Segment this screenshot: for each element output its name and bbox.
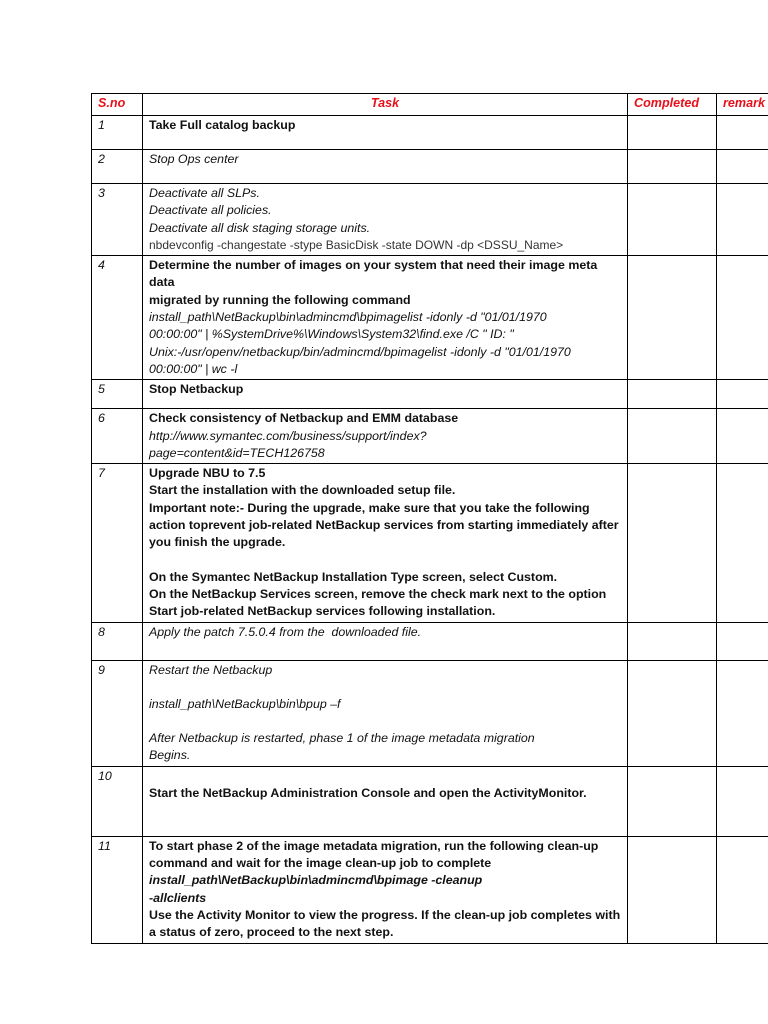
completed-cell: [628, 660, 717, 766]
task-line: Begins.: [149, 748, 191, 763]
task-line: Upgrade NBU to 7.5: [149, 466, 266, 481]
remark-cell: [717, 409, 768, 464]
task-cell: [143, 409, 628, 464]
task-line: On the NetBackup Services screen, remove the check mark next to the option: [149, 586, 607, 601]
task-line: Deactivate all policies.: [149, 203, 272, 218]
task-line: migrated by running the following command: [149, 292, 411, 307]
task-line: Check consistency of Netbackup and EMM database: [149, 411, 459, 426]
remark-cell: [717, 150, 768, 184]
task-line: command and wait for the image clean-up job to complete: [149, 856, 492, 871]
table-row: [92, 380, 768, 409]
task-line: a status of zero, proceed to the next step.: [149, 925, 394, 940]
task-command: nbdevconfig -changestate -stype BasicDisk -state DOWN -dp <DSSU_Name>: [149, 237, 564, 252]
row-number: 6: [92, 409, 143, 464]
task-cell: [143, 256, 628, 380]
row-number: 3: [92, 184, 143, 256]
header-sno: S.no: [92, 94, 143, 116]
task-cell: [143, 150, 628, 184]
header-task: Task: [143, 94, 628, 116]
table-row: [92, 660, 768, 766]
remark-cell: [717, 256, 768, 380]
table-row: [92, 150, 768, 184]
spacer: [149, 768, 621, 785]
row-number: 10: [92, 766, 143, 836]
task-cell: [143, 766, 628, 836]
remark-cell: [717, 380, 768, 409]
remark-cell: [717, 464, 768, 622]
task-line: Deactivate all SLPs.: [149, 186, 260, 200]
task-cell: [143, 380, 628, 409]
spacer: [149, 713, 621, 730]
table-row: [92, 116, 768, 150]
task-line: After Netbackup is restarted, phase 1 of the image metadata migration: [149, 731, 535, 746]
task-cell: [143, 116, 628, 150]
table-row: [92, 184, 768, 256]
row-number: 8: [92, 622, 143, 660]
task-command: install_path\NetBackup\bin\admincmd\bpimagelist -idonly -d "01/01/1970: [149, 310, 547, 325]
task-line: Start the NetBackup Administration Console and open the ActivityMonitor.: [149, 785, 587, 800]
row-number: 11: [92, 836, 143, 943]
task-line: Determine the number of images on your system that need their image meta data: [149, 258, 601, 290]
row-number: 9: [92, 660, 143, 766]
table-row: [92, 409, 768, 464]
task-line: action toprevent job-related NetBackup services from starting immediately after: [149, 518, 619, 533]
row-number: 7: [92, 464, 143, 622]
task-link[interactable]: http://www.symantec.com/business/support/index?: [149, 428, 427, 443]
task-command: 00:00:00" | wc -l: [149, 361, 238, 376]
task-line: Restart the Netbackup: [149, 662, 273, 677]
task-line: Take Full catalog backup: [149, 118, 296, 132]
table-row: [92, 256, 768, 380]
task-line: Stop Ops center: [149, 152, 239, 166]
task-line: Start the installation with the downloaded setup file.: [149, 483, 456, 498]
spacer: [149, 552, 621, 569]
completed-cell: [628, 116, 717, 150]
completed-cell: [628, 150, 717, 184]
completed-cell: [628, 184, 717, 256]
completed-cell: [628, 766, 717, 836]
task-command: Unix:-/usr/openv/netbackup/bin/admincmd/bpimagelist -idonly -d "01/01/1970: [149, 344, 571, 359]
completed-cell: [628, 380, 717, 409]
task-line: Use the Activity Monitor to view the progress. If the clean-up job completes with: [149, 907, 621, 922]
completed-cell: [628, 464, 717, 622]
completed-cell: [628, 256, 717, 380]
table-row: [92, 464, 768, 622]
task-line: On the Symantec NetBackup Installation Type screen, select Custom.: [149, 569, 558, 584]
row-number: 2: [92, 150, 143, 184]
task-cell: [143, 836, 628, 943]
header-remark: remark: [717, 94, 768, 116]
task-cell: [143, 622, 628, 660]
table-row: [92, 622, 768, 660]
task-line: Deactivate all disk staging storage units.: [149, 220, 371, 235]
header-completed: Completed: [628, 94, 717, 116]
task-cell: [143, 660, 628, 766]
completed-cell: [628, 409, 717, 464]
task-cell: [143, 184, 628, 256]
table-row: [92, 766, 768, 836]
task-link[interactable]: page=content&id=TECH126758: [149, 445, 325, 460]
task-command: install_path\NetBackup\bin\bpup –f: [149, 696, 341, 711]
task-command: -allclients: [149, 890, 207, 905]
row-number: 5: [92, 380, 143, 409]
remark-cell: [717, 836, 768, 943]
remark-cell: [717, 660, 768, 766]
completed-cell: [628, 622, 717, 660]
task-cell: [143, 464, 628, 622]
task-table: [91, 93, 768, 944]
completed-cell: [628, 836, 717, 943]
table-row: [92, 836, 768, 943]
task-line: Start job-related NetBackup services following installation.: [149, 604, 496, 619]
task-line: To start phase 2 of the image metadata migration, run the following clean-up: [149, 838, 599, 853]
row-number: 4: [92, 256, 143, 380]
task-line: you finish the upgrade.: [149, 535, 286, 550]
header-row: [92, 94, 768, 116]
spacer: [149, 679, 621, 696]
remark-cell: [717, 184, 768, 256]
task-command: install_path\NetBackup\bin\admincmd\bpimage -cleanup: [149, 873, 483, 888]
remark-cell: [717, 622, 768, 660]
row-number: 1: [92, 116, 143, 150]
task-command: 00:00:00" | %SystemDrive%\Windows\System32\find.exe /C " ID: ": [149, 327, 514, 342]
remark-cell: [717, 116, 768, 150]
remark-cell: [717, 766, 768, 836]
task-line: Important note:- During the upgrade, make sure that you take the following: [149, 500, 590, 515]
task-line: Stop Netbackup: [149, 382, 244, 397]
task-line: Apply the patch 7.5.0.4 from the downloaded file.: [149, 624, 422, 639]
